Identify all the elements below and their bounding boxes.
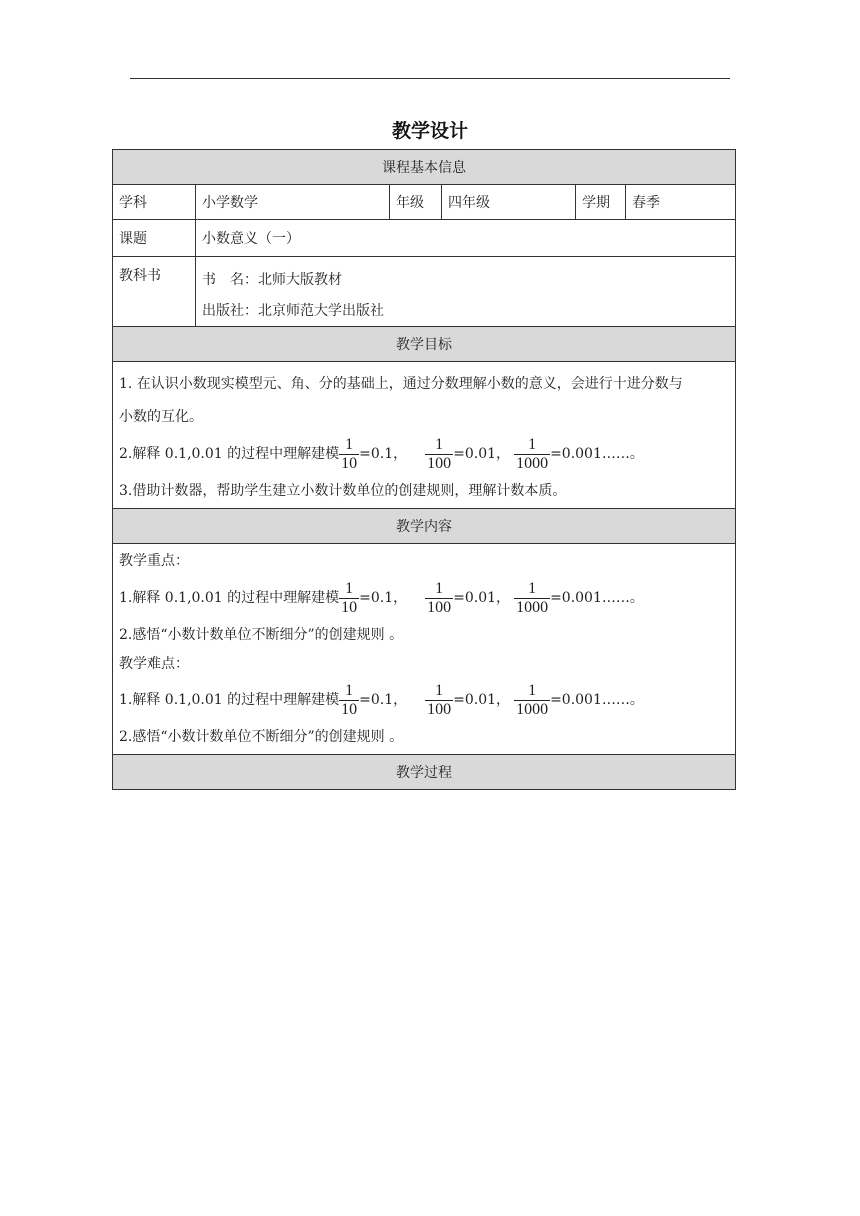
- header-rule: [130, 78, 730, 79]
- section-process: [113, 754, 735, 789]
- difficult-point-1-prefix: 1.解释 0.1,0.01 的过程中理解建模: [119, 692, 340, 708]
- difficult-points-heading: 教学难点：: [119, 656, 189, 672]
- fraction-one-tenth: $\frac{1}{10}$: [341, 435, 358, 472]
- fraction-one-tenth: $\frac{1}{10}$: [341, 579, 358, 616]
- grade-label: 年级: [389, 185, 441, 219]
- section-basic-info: [113, 150, 735, 184]
- equals-0-01: =0.01，: [453, 446, 511, 462]
- subject-label: 学科: [119, 195, 147, 211]
- section-content-title: 教学内容: [396, 519, 452, 535]
- objective-item-1a: 1. 在认识小数现实模型元、角、分的基础上，通过分数理解小数的意义，会进行十进分数与: [119, 376, 683, 392]
- equals-0-01: =0.01，: [453, 692, 511, 708]
- equals-0-001: =0.001……。: [550, 590, 644, 606]
- lesson-plan-table: [112, 149, 736, 790]
- textbook-row: [113, 256, 735, 326]
- key-points-heading: 教学重点：: [119, 553, 189, 569]
- equals-0-001: =0.001……。: [550, 692, 644, 708]
- objective-item-2-prefix: 2.解释 0.1,0.01 的过程中理解建模: [119, 446, 340, 462]
- fraction-one-thousandth: $\frac{1}{1000}$: [516, 579, 549, 616]
- content-body: [113, 543, 735, 754]
- objective-item-2: [119, 432, 729, 476]
- subject-row: [113, 184, 735, 219]
- equals-0-1: =0.1，: [359, 590, 408, 606]
- key-point-1: [119, 576, 729, 620]
- textbook-label: 教科书: [119, 268, 161, 284]
- section-objectives-title: 教学目标: [396, 337, 452, 353]
- key-point-1-prefix: 1.解释 0.1,0.01 的过程中理解建模: [119, 590, 340, 606]
- objective-item-1b: 小数的互化。: [119, 409, 203, 425]
- equals-0-01: =0.01，: [453, 590, 511, 606]
- textbook-name: 书 名：北师大版教材: [202, 272, 342, 288]
- objective-item-3: 3.借助计数器，帮助学生建立小数计数单位的创建规则，理解计数本质。: [119, 483, 567, 499]
- equals-0-1: =0.1，: [359, 446, 408, 462]
- section-objectives: [113, 326, 735, 361]
- topic-row: [113, 219, 735, 256]
- equals-0-001: =0.001……。: [550, 446, 644, 462]
- section-process-title: 教学过程: [396, 765, 452, 781]
- section-content: [113, 508, 735, 543]
- term-value: 春季: [625, 185, 735, 219]
- difficult-point-1: [119, 678, 729, 722]
- fraction-one-hundredth: $\frac{1}{100}$: [427, 681, 452, 718]
- textbook-details: [195, 257, 735, 326]
- difficult-point-2: 2.感悟“小数计数单位不断细分”的创建规则 。: [119, 729, 404, 745]
- topic-value: 小数意义（一）: [195, 220, 735, 256]
- term-label: 学期: [575, 185, 625, 219]
- fraction-one-thousandth: $\frac{1}{1000}$: [516, 681, 549, 718]
- grade-value: 四年级: [441, 185, 575, 219]
- textbook-publisher: 出版社：北京师范大学出版社: [202, 303, 384, 319]
- fraction-one-thousandth: $\frac{1}{1000}$: [516, 435, 549, 472]
- fraction-one-tenth: $\frac{1}{10}$: [341, 681, 358, 718]
- section-basic-info-title: 课程基本信息: [382, 160, 466, 176]
- equals-0-1: =0.1，: [359, 692, 408, 708]
- fraction-one-hundredth: $\frac{1}{100}$: [427, 435, 452, 472]
- topic-label: 课题: [119, 231, 147, 247]
- document-title: 教学设计: [391, 120, 468, 142]
- key-point-2: 2.感悟“小数计数单位不断细分”的创建规则 。: [119, 627, 404, 643]
- objectives-body: [113, 361, 735, 508]
- subject-value: 小学数学: [195, 185, 389, 219]
- fraction-one-hundredth: $\frac{1}{100}$: [427, 579, 452, 616]
